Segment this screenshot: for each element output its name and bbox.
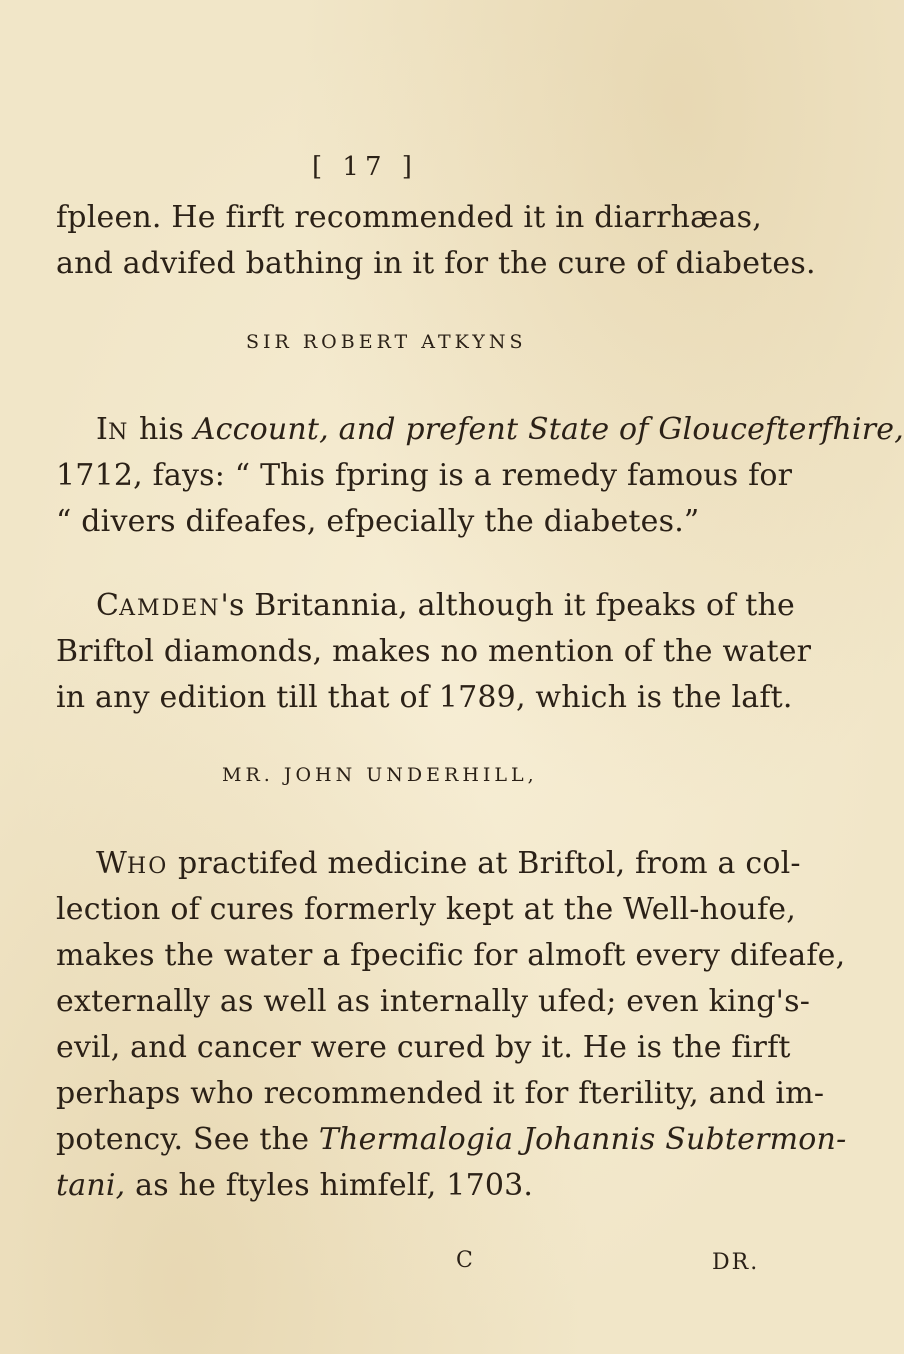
text-line: and advifed bathing in it for the cure of diabetes.: [56, 246, 816, 281]
drop-initial: W: [96, 846, 128, 881]
text-span: potency. See the: [56, 1122, 319, 1157]
paragraph-underhill-line: lection of cures formerly kept at the Well-houfe,: [56, 892, 796, 927]
text-span: his: [129, 412, 194, 447]
paragraph-atkyns-line: [96, 412, 904, 447]
drop-initial: C: [96, 588, 120, 623]
page-number: [ 17 ]: [312, 152, 418, 182]
paragraph-underhill-line: [96, 846, 801, 881]
paragraph-underhill-line: [56, 1168, 533, 1203]
paragraph-camden-line: [96, 588, 795, 623]
paragraph-underhill-line: perhaps who recommended it for fterility, and im-: [56, 1076, 825, 1111]
catchword: DR.: [712, 1250, 760, 1275]
section-heading-atkyns: SIR ROBERT ATKYNS: [246, 331, 527, 353]
paragraph-atkyns-line: “ divers difeafes, efpecially the diabetes.”: [56, 504, 700, 539]
paragraph-underhill-line: [56, 1122, 846, 1157]
small-caps: AMDEN: [119, 596, 221, 621]
book-title-italic: Thermalogia Johannis Subtermon-: [318, 1122, 847, 1157]
text-span: 's Britannia, although it fpeaks of the: [220, 588, 796, 623]
paragraph-underhill-line: externally as well as internally ufed; even king's-: [56, 984, 811, 1019]
text-span: as he ftyles himfelf, 1703.: [125, 1168, 534, 1203]
text-line: fpleen. He firft recommended it in diarrhæas,: [56, 200, 762, 235]
book-title-italic: Account, and prefent State of Gloucefterfhire,: [193, 412, 904, 447]
section-heading-underhill: MR. JOHN UNDERHILL,: [222, 764, 538, 786]
text-span: practifed medicine at Briftol, from a col-: [168, 846, 801, 881]
small-caps: HO: [127, 854, 169, 879]
drop-initial: I: [96, 412, 109, 447]
paragraph-atkyns-line: 1712, fays: “ This fpring is a remedy famous for: [56, 458, 793, 493]
book-title-italic: tani,: [56, 1168, 126, 1203]
small-caps: N: [108, 420, 130, 445]
paragraph-camden-line: in any edition till that of 1789, which is the laft.: [56, 680, 793, 715]
paragraph-camden-line: Briftol diamonds, makes no mention of the water: [56, 634, 812, 669]
paragraph-underhill-line: makes the water a fpecific for almoft every difeafe,: [56, 938, 846, 973]
signature-mark: C: [456, 1248, 475, 1273]
paragraph-underhill-line: evil, and cancer were cured by it. He is the firft: [56, 1030, 791, 1065]
